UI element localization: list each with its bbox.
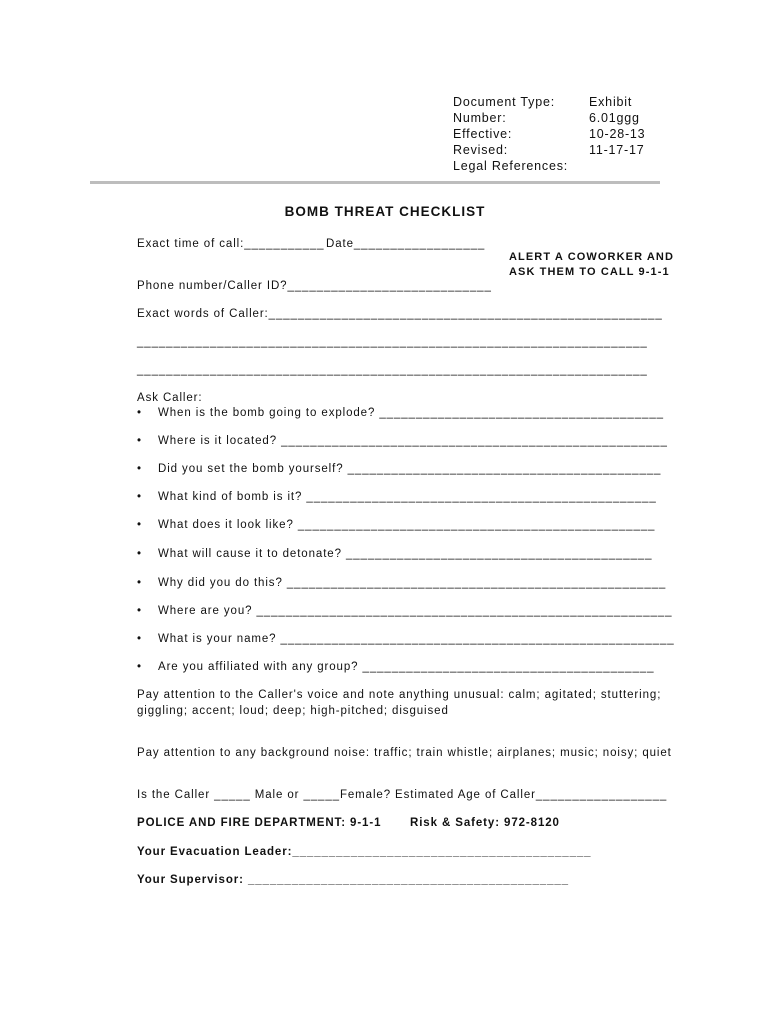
bullet-icon: • — [137, 435, 142, 447]
meta-label: Revised: — [453, 143, 509, 157]
question-text: What will cause it to detonate? __________________________________________ — [158, 548, 653, 560]
ask-caller-heading: Ask Caller: — [137, 392, 203, 404]
noise-note: Pay attention to any background noise: traffic; train whistle; airplanes; music; noisy; quiet — [137, 747, 672, 759]
bullet-icon: • — [137, 548, 142, 560]
meta-value: 6.01ggg — [589, 111, 640, 125]
bullet-icon: • — [137, 605, 142, 617]
evacuation-leader-field[interactable]: Your Evacuation Leader:_________________________________________ — [137, 846, 592, 858]
exact-words-line-3[interactable]: ______________________________________________________________________ — [137, 364, 648, 376]
meta-value: 11-17-17 — [589, 143, 645, 157]
question-item[interactable] — [137, 605, 672, 617]
supervisor-field[interactable]: Your Supervisor: ____________________________________________ — [137, 874, 569, 886]
bullet-icon: • — [137, 519, 142, 531]
question-text: Why did you do this? ____________________________________________________ — [158, 577, 667, 589]
meta-row-number — [453, 110, 645, 126]
bullet-icon: • — [137, 633, 142, 645]
question-item[interactable] — [137, 577, 666, 589]
meta-row-legal — [453, 158, 645, 174]
bullet-icon: • — [137, 661, 142, 673]
meta-label: Number: — [453, 111, 507, 125]
caller-age-field[interactable]: Estimated Age of Caller__________________ — [395, 789, 668, 801]
question-item[interactable] — [137, 463, 661, 475]
question-text: What does it look like? _________________________________________________ — [158, 519, 656, 531]
meta-row-effective — [453, 126, 645, 142]
bullet-icon: • — [137, 407, 142, 419]
alert-line-1: ALERT A COWORKER AND — [509, 251, 674, 263]
header-divider — [90, 181, 660, 184]
meta-value: 10-28-13 — [589, 127, 646, 141]
alert-line-2: ASK THEM TO CALL 9-1-1 — [509, 266, 670, 278]
phone-field[interactable]: Phone number/Caller ID?____________________________ — [137, 280, 492, 292]
exact-words-field[interactable]: Exact words of Caller:______________________________________________________ — [137, 308, 663, 320]
caller-gender-field[interactable]: Is the Caller _____ Male or _____Female? — [137, 789, 391, 801]
question-text: What kind of bomb is it? ________________________________________________ — [158, 491, 657, 503]
voice-note-line-2: giggling; accent; loud; deep; high-pitched; disguised — [137, 705, 449, 717]
risk-safety-contact: Risk & Safety: 972-8120 — [410, 817, 560, 829]
question-text: Did you set the bomb yourself? ___________________________________________ — [158, 463, 662, 475]
question-item[interactable] — [137, 661, 654, 673]
meta-value: Exhibit — [589, 95, 633, 109]
question-item[interactable] — [137, 491, 657, 503]
question-text: Where is it located? _____________________________________________________ — [158, 435, 668, 447]
question-item[interactable] — [137, 407, 664, 419]
date-field[interactable]: Date__________________ — [326, 238, 486, 250]
exact-time-field[interactable]: Exact time of call:___________ — [137, 238, 325, 250]
question-text: What is your name? ______________________________________________________ — [158, 633, 675, 645]
question-item[interactable] — [137, 548, 652, 560]
meta-label: Legal References: — [453, 159, 569, 173]
meta-label: Document Type: — [453, 95, 555, 109]
voice-note-line-1: Pay attention to the Caller's voice and note anything unusual: calm; agitated; stuttering; — [137, 689, 662, 701]
police-fire-contact: POLICE AND FIRE DEPARTMENT: 9-1-1 — [137, 817, 382, 829]
alert-notice — [509, 250, 674, 280]
page-title: BOMB THREAT CHECKLIST — [284, 204, 486, 219]
bullet-icon: • — [137, 463, 142, 475]
question-text: When is the bomb going to explode? _______________________________________ — [158, 407, 664, 419]
question-item[interactable] — [137, 633, 675, 645]
meta-row-type — [453, 94, 645, 110]
question-item[interactable] — [137, 435, 668, 447]
meta-label: Effective: — [453, 127, 513, 141]
question-text: Are you affiliated with any group? ________________________________________ — [158, 661, 655, 673]
bullet-icon: • — [137, 577, 142, 589]
bullet-icon: • — [137, 491, 142, 503]
question-item[interactable] — [137, 519, 655, 531]
meta-row-revised — [453, 142, 645, 158]
exact-words-line-2[interactable]: ______________________________________________________________________ — [137, 336, 648, 348]
question-text: Where are you? _________________________________________________________ — [158, 605, 673, 617]
document-meta — [453, 94, 645, 174]
